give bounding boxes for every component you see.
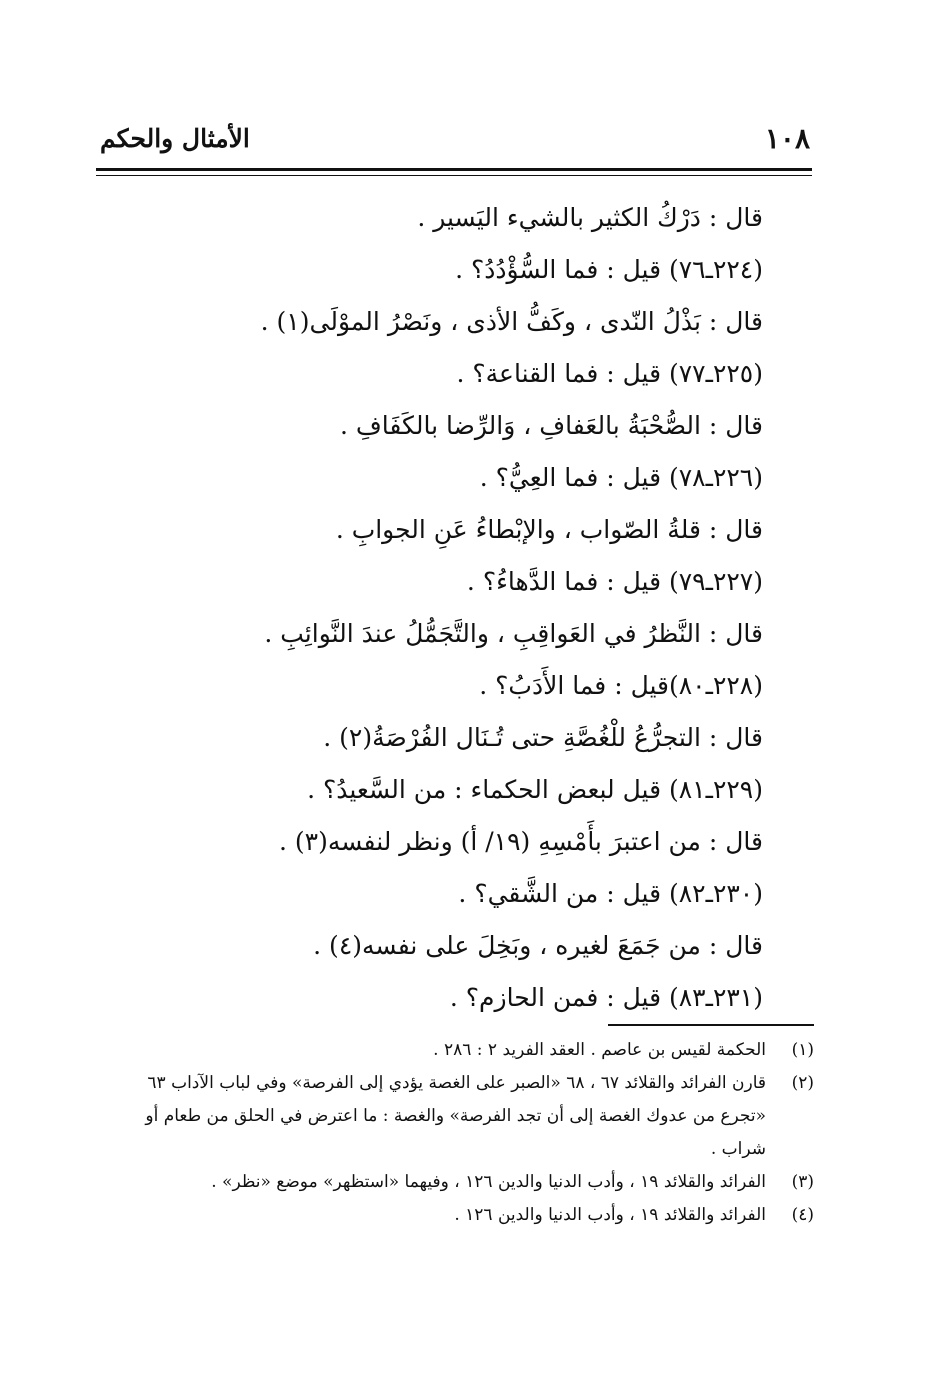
- footnote: [114, 1199, 814, 1232]
- text-line: قال : التجرُّعُ للْغُصَّةِ حتى تُـنَال الفُرْصَةُ(٢) .: [323, 723, 763, 752]
- page-header: [100, 122, 810, 162]
- text-line: قال : من جَمَعَ لغيره ، وبَخِلَ على نفسه(٤) .: [313, 931, 763, 960]
- footnote: [114, 1166, 814, 1199]
- page-number: ١٠٨: [764, 122, 810, 155]
- text-line: قال : من اعتبرَ بأَمْسِهِ (١٩/ أ) ونظر لنفسه(٣) .: [279, 827, 763, 856]
- footnote-text: شراب .: [710, 1139, 766, 1159]
- text-line: (٢٢٩ـ٨١) قيل لبعض الحكماء : من السَّعيدُ؟ .: [307, 775, 763, 804]
- text-line: قال : النَّظرُ في العَواقِبِ ، والتَّجَمُّلُ عندَ النَّوائِبِ .: [264, 619, 763, 648]
- text-line: (٢٢٥ـ٧٧) قيل : فما القناعة؟ .: [456, 359, 763, 388]
- text-line: (٢٢٨ـ٨٠)قيل : فما الأَدَبُ؟ .: [479, 671, 763, 700]
- footnote: [114, 1034, 814, 1067]
- text-line: قال : الصُّحْبَةُ بالعَفافِ ، وَالرِّضا بالكَفَافِ .: [339, 411, 763, 440]
- text-line: (٢٣٠ـ٨٢) قيل : من الشَّقي؟ .: [458, 879, 763, 908]
- footnote-text: الحكمة لقيس بن عاصم . العقد الفريد ٢ : ٢٨٦ .: [433, 1040, 766, 1060]
- footnote-text: الفرائد والقلائد ١٩ ، وأدب الدنيا والدين ١٢٦ ، وفيهما «استظهر» موضع «نظر» .: [211, 1172, 766, 1192]
- text-line: (٢٢٤ـ٧٦) قيل : فما السُّؤْدُدُ؟ .: [455, 255, 763, 284]
- main-text: [203, 192, 763, 1024]
- footnote-rule: [608, 1024, 814, 1026]
- footnote: [114, 1067, 814, 1166]
- footnote-number: (٣): [791, 1172, 814, 1192]
- text-line: قال : قلةُ الصّواب ، والإبْطاءُ عَنِ الجوابِ .: [335, 515, 763, 544]
- footnote-number: (٤): [791, 1205, 814, 1225]
- footnote-text: الفرائد والقلائد ١٩ ، وأدب الدنيا والدين ١٢٦ .: [454, 1205, 766, 1225]
- text-line: قال : دَرْكُ الكثير بالشيء اليَسير .: [417, 203, 763, 232]
- header-rule-thin: [96, 175, 812, 176]
- text-line: (٢٢٧ـ٧٩) قيل : فما الدَّهاءُ؟ .: [466, 567, 763, 596]
- text-line: (٢٢٦ـ٧٨) قيل : فما العِيُّ؟ .: [479, 463, 763, 492]
- footnote-number: (٢): [791, 1073, 814, 1093]
- header-rule: [96, 168, 812, 171]
- text-line: قال : بَذْلُ النّدى ، وكَفُّ الأذى ، ونَصْرُ الموْلَى(١) .: [260, 307, 763, 336]
- footnotes: [114, 1034, 814, 1232]
- footnote-number: (١): [791, 1040, 814, 1060]
- running-title: الأمثال والحكم: [100, 124, 250, 153]
- footnote-text: قارن الفرائد والقلائد ٦٧ ، ٦٨ «الصبر على الغصة يؤدي إلى الفرصة» وفي لباب الآداب ٦٣: [147, 1073, 766, 1093]
- footnote-text: «تجرع من عدوك الغصة إلى أن تجد الفرصة» والغصة : ما اعترض في الحلق من طعام أو: [145, 1106, 766, 1126]
- text-line: (٢٣١ـ٨٣) قيل : فمن الحازم؟ .: [449, 983, 763, 1012]
